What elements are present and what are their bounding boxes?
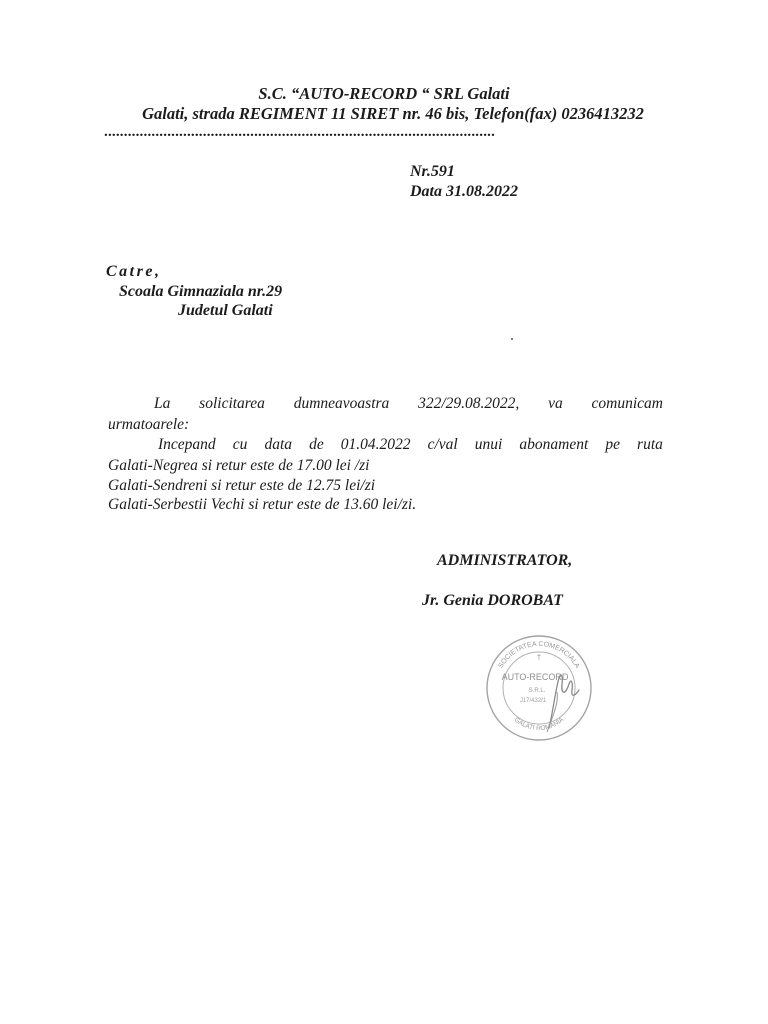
body-word: ruta bbox=[637, 436, 663, 453]
scan-speck bbox=[511, 338, 513, 340]
document-number: Nr.591 bbox=[410, 163, 455, 180]
body-word: de bbox=[309, 436, 324, 453]
body-word: abonament bbox=[519, 436, 589, 453]
stamp-ring-text-bottom: GALATI ROMANIA bbox=[512, 716, 566, 733]
document-date: Data 31.08.2022 bbox=[410, 183, 518, 200]
body-word: La bbox=[154, 395, 171, 412]
stamp-ring-text-top: SOCIETATEA COMERCIALA bbox=[497, 640, 581, 670]
signatory-role: ADMINISTRATOR, bbox=[437, 552, 573, 569]
route-negrea: Galati-Negrea si retur este de 17.00 lei /zi bbox=[108, 457, 370, 474]
body-line-1-end: urmatoarele: bbox=[108, 416, 190, 433]
body-word: data bbox=[264, 436, 292, 453]
body-word: c/val bbox=[427, 436, 458, 453]
signatory-name: Jr. Genia DOROBAT bbox=[422, 592, 563, 609]
recipient-county: Judetul Galati bbox=[178, 302, 273, 319]
body-word: pe bbox=[605, 436, 620, 453]
stamp-reg-text: J17/432/1 bbox=[519, 698, 547, 704]
body-word: comunicam bbox=[591, 395, 663, 412]
body-word: 322/29.08.2022, bbox=[418, 395, 520, 412]
body-word: cu bbox=[232, 436, 248, 453]
stamp-center-text: AUTO-RECORD bbox=[501, 672, 569, 682]
body-line-2 bbox=[108, 436, 663, 454]
company-name: S.C. “AUTO-RECORD “ SRL Galati bbox=[258, 84, 510, 103]
body-word: 01.04.2022 bbox=[340, 436, 411, 453]
stamp-sub-text: S.R.L. bbox=[528, 688, 546, 694]
header-separator: ................................................................................................... bbox=[104, 124, 496, 140]
body-word: Incepand bbox=[158, 436, 216, 453]
route-sendreni: Galati-Sendreni si retur este de 12.75 lei/zi bbox=[108, 477, 376, 494]
company-stamp bbox=[483, 632, 595, 744]
recipient-school: Scoala Gimnaziala nr.29 bbox=[119, 283, 283, 300]
body-word: unui bbox=[474, 436, 503, 453]
stamp-star: † bbox=[536, 653, 542, 662]
body-word: dumneavoastra bbox=[293, 395, 390, 412]
body-word: solicitarea bbox=[199, 395, 265, 412]
company-address: Galati, strada REGIMENT 11 SIRET nr. 46 bis, Telefon(fax) 0236413232 bbox=[142, 104, 644, 123]
route-serbestii-vechi: Galati-Serbestii Vechi si retur este de 13.60 lei/zi. bbox=[108, 496, 417, 513]
body-word: va bbox=[548, 395, 563, 412]
recipient-salutation: Catre, bbox=[106, 263, 162, 280]
body-line-1 bbox=[108, 395, 663, 413]
